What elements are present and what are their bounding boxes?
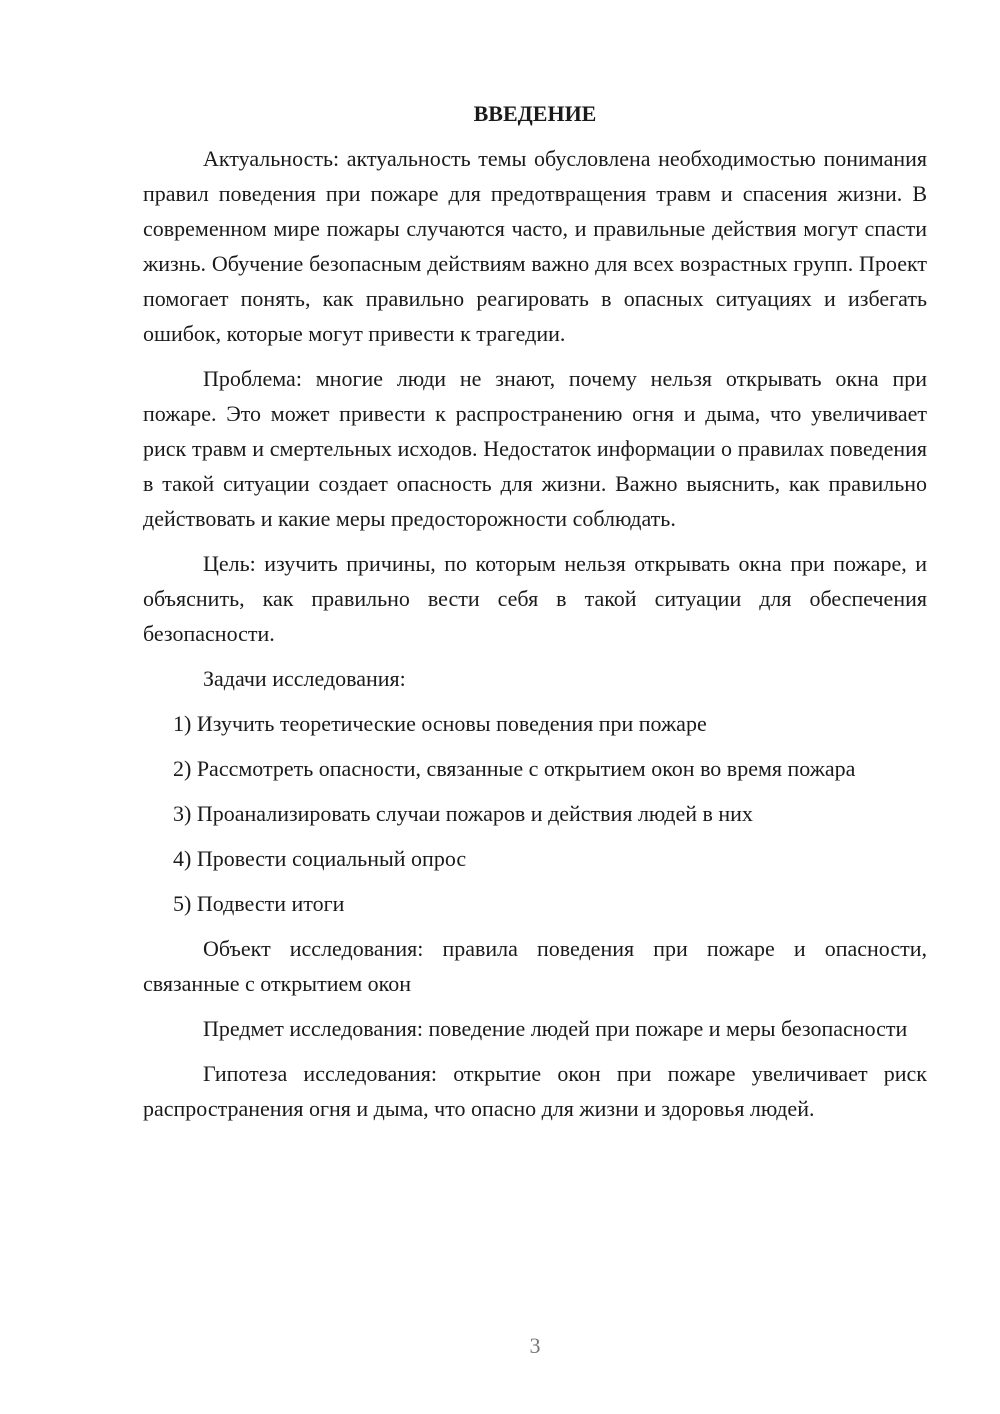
relevance-paragraph: Актуальность: актуальность темы обусловлена необходимостью понимания правил поведения при пожаре для предотвращения травм и спасения жизни. В современном мире пожары случаются часто, и правильные действия могут спасти жизнь. Обучение безопасным действиям важно для всех возрастных групп. Проект помогает понять, как правильно реагировать в опасных ситуациях и избегать ошибок, которые могут привести к трагедии. <box>143 146 927 346</box>
problem-paragraph: Проблема: многие люди не знают, почему нельзя открывать окна при пожаре. Это может привести к распространению огня и дыма, что увеличивает риск травм и смертельных исходов. Недостаток информации о правилах поведения в такой ситуации создает опасность для жизни. Важно выяснить, как правильно действовать и какие меры предосторожности соблюдать. <box>143 366 927 531</box>
tasks-heading: Задачи исследования: <box>203 666 406 691</box>
subject-paragraph: Предмет исследования: поведение людей при пожаре и меры безопасности <box>203 1016 908 1041</box>
task-item-3: 3) Проанализировать случаи пожаров и действия людей в них <box>173 801 753 826</box>
page-number: 3 <box>529 1333 541 1358</box>
hypothesis-paragraph: Гипотеза исследования: открытие окон при пожаре увеличивает риск распространения огня и дыма, что опасно для жизни и здоровья людей. <box>143 1061 927 1121</box>
page-content <box>143 96 927 1136</box>
object-paragraph: Объект исследования: правила поведения при пожаре и опасности, связанные с открытием окон <box>143 936 927 996</box>
goal-paragraph: Цель: изучить причины, по которым нельзя открывать окна при пожаре, и объяснить, как правильно вести себя в такой ситуации для обеспечения безопасности. <box>143 551 927 646</box>
task-item-5: 5) Подвести итоги <box>173 891 345 916</box>
task-item-1: 1) Изучить теоретические основы поведения при пожаре <box>173 711 707 736</box>
task-item-4: 4) Провести социальный опрос <box>173 846 467 871</box>
section-title: ВВЕДЕНИЕ <box>473 101 597 126</box>
task-item-2: 2) Рассмотреть опасности, связанные с открытием окон во время пожара <box>173 756 856 781</box>
